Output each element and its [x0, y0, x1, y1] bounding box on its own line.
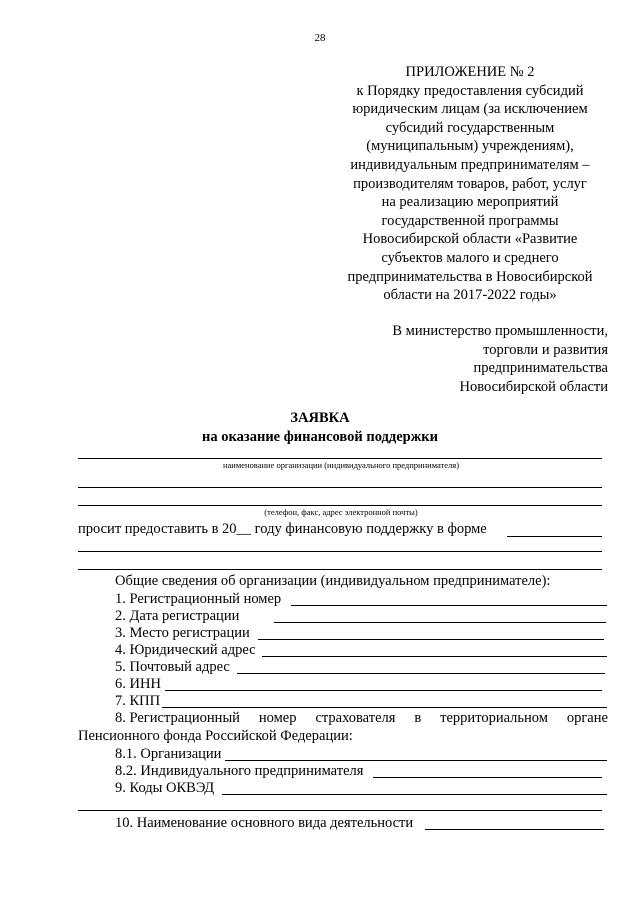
- field-label-inn: 6. ИНН: [115, 676, 161, 692]
- inn-field[interactable]: [165, 690, 602, 691]
- general-info-heading: Общие сведения об организации (индивидуальном предпринимателе):: [115, 573, 551, 589]
- addressee-line: В министерство промышленности,: [392, 323, 608, 339]
- appendix-line: юридическим лицам (за исключением: [352, 101, 588, 118]
- page-number: 28: [314, 32, 326, 44]
- organization-field[interactable]: [225, 760, 607, 761]
- contacts-caption: (телефон, факс, адрес электронной почты): [264, 507, 418, 517]
- pension-reg-word: в: [414, 710, 422, 726]
- appendix-line: Новосибирской области «Развитие: [362, 231, 578, 248]
- field-label-pension-reg: [115, 710, 608, 727]
- appendix-line: производителям товаров, работ, услуг: [353, 175, 587, 192]
- field-label-main-activity: 10. Наименование основного вида деятельности: [115, 815, 414, 831]
- support-form-field-cont[interactable]: [78, 551, 602, 552]
- field-label-kpp: 7. КПП: [115, 693, 161, 709]
- reg-date-field[interactable]: [274, 622, 606, 623]
- field-label-okved: 9. Коды ОКВЭД: [115, 780, 215, 796]
- addressee-line: предпринимательства: [473, 360, 608, 377]
- addressee-line: Новосибирской области: [459, 378, 608, 395]
- title-sub: на оказание финансовой поддержки: [202, 428, 438, 445]
- legal-address-field[interactable]: [262, 656, 607, 657]
- appendix-heading: ПРИЛОЖЕНИЕ № 2: [405, 64, 535, 80]
- okved-field[interactable]: [222, 794, 607, 795]
- appendix-line: на реализацию мероприятий: [381, 194, 559, 211]
- appendix-line: субъектов малого и среднего: [381, 249, 559, 266]
- appendix-line: области на 2017-2022 годы»: [383, 287, 557, 304]
- addressee-line: торговли и развития: [483, 341, 608, 358]
- field-label-organization: 8.1. Организации: [115, 746, 222, 762]
- main-activity-field[interactable]: [425, 829, 604, 830]
- okved-field-cont[interactable]: [78, 810, 602, 811]
- appendix-line: к Порядку предоставления субсидий: [356, 82, 584, 99]
- pension-reg-word: номер: [258, 710, 297, 726]
- reg-place-field[interactable]: [258, 639, 604, 640]
- field-label-reg-place: 3. Место регистрации: [115, 625, 250, 641]
- addressee-block: [330, 322, 608, 396]
- reg-number-field[interactable]: [291, 605, 607, 606]
- appendix-header: [335, 63, 605, 305]
- appendix-line: государственной программы: [381, 212, 559, 229]
- org-name-caption: наименование организации (индивидуального предпринимателя): [222, 460, 460, 470]
- appendix-line: субсидий государственным: [385, 119, 555, 136]
- support-form-field[interactable]: [507, 536, 602, 537]
- pension-reg-word: органе: [566, 710, 608, 726]
- entrepreneur-field[interactable]: [373, 777, 602, 778]
- contacts-field[interactable]: [78, 487, 602, 488]
- pension-reg-word: страхователя: [315, 710, 396, 726]
- kpp-field[interactable]: [162, 707, 607, 708]
- support-form-field-cont[interactable]: [78, 569, 602, 570]
- document-title: [0, 409, 640, 446]
- field-label-reg-date: 2. Дата регистрации: [115, 608, 240, 624]
- appendix-line: (муниципальным) учреждениям),: [366, 138, 574, 155]
- org-name-field[interactable]: [78, 458, 602, 459]
- appendix-line: индивидуальным предпринимателям –: [350, 156, 590, 173]
- pension-reg-cont: Пенсионного фонда Российской Федерации:: [78, 728, 353, 744]
- field-label-reg-number: 1. Регистрационный номер: [115, 591, 282, 607]
- appendix-line: предпринимательства в Новосибирской: [347, 268, 593, 285]
- title-main: ЗАЯВКА: [290, 410, 350, 426]
- field-label-legal-address: 4. Юридический адрес: [115, 642, 256, 658]
- contacts-field[interactable]: [78, 505, 602, 506]
- field-label-entrepreneur: 8.2. Индивидуального предпринимателя: [115, 763, 364, 779]
- request-line: просит предоставить в 20__ году финансовую поддержку в форме: [78, 521, 487, 537]
- pension-reg-word: территориальном: [440, 710, 548, 726]
- postal-address-field[interactable]: [237, 673, 605, 674]
- field-label-postal-address: 5. Почтовый адрес: [115, 659, 230, 675]
- pension-reg-word: 8. Регистрационный: [115, 710, 240, 726]
